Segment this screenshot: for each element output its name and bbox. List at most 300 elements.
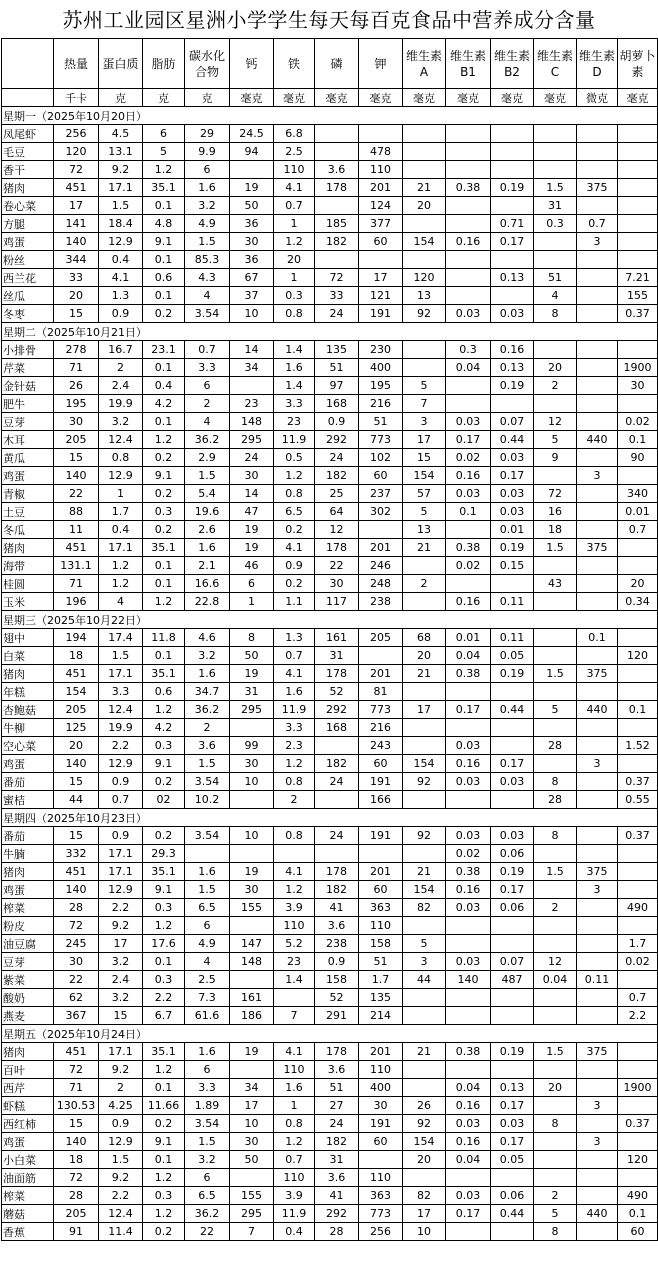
nutrient-value: 0.9 xyxy=(274,557,315,575)
food-row xyxy=(2,251,658,269)
nutrient-value: 3 xyxy=(577,755,618,773)
nutrient-value xyxy=(446,791,491,809)
nutrient-value: 72 xyxy=(315,269,359,287)
nutrient-value xyxy=(577,827,618,845)
nutrient-value: 0.01 xyxy=(446,629,491,647)
units-row xyxy=(2,89,658,107)
nutrient-value: 0.07 xyxy=(491,953,534,971)
nutrient-value: 245 xyxy=(54,935,99,953)
nutrient-value xyxy=(446,251,491,269)
nutrient-value: 16.7 xyxy=(99,341,143,359)
nutrient-value: 4.3 xyxy=(185,269,230,287)
nutrient-value: 9.1 xyxy=(143,755,185,773)
nutrient-value xyxy=(577,683,618,701)
nutrient-value: 1.2 xyxy=(143,161,185,179)
nutrient-value: 36.2 xyxy=(185,1205,230,1223)
nutrient-value: 0.37 xyxy=(618,1115,658,1133)
nutrient-value xyxy=(185,845,230,863)
nutrient-value xyxy=(577,845,618,863)
nutrient-value: 71 xyxy=(54,575,99,593)
nutrient-value: 92 xyxy=(403,1115,446,1133)
food-name: 番茄 xyxy=(2,827,54,845)
nutrient-value: 1.2 xyxy=(274,1133,315,1151)
nutrient-value: 12 xyxy=(534,953,577,971)
nutrient-value: 10 xyxy=(230,1115,274,1133)
nutrient-value: 191 xyxy=(359,1115,403,1133)
nutrient-value: 3 xyxy=(577,467,618,485)
nutrient-value: 0.04 xyxy=(446,359,491,377)
food-name: 粉丝 xyxy=(2,251,54,269)
food-name: 西芹 xyxy=(2,1079,54,1097)
nutrient-value: 0.8 xyxy=(274,485,315,503)
nutrient-value: 0.05 xyxy=(491,1151,534,1169)
food-row xyxy=(2,179,658,197)
food-row xyxy=(2,827,658,845)
nutrient-value: 15 xyxy=(54,305,99,323)
food-row xyxy=(2,953,658,971)
nutrient-value: 0.1 xyxy=(143,287,185,305)
nutrient-value: 131.1 xyxy=(54,557,99,575)
nutrient-value: 1.6 xyxy=(274,683,315,701)
nutrient-value xyxy=(403,989,446,1007)
nutrient-value xyxy=(534,467,577,485)
nutrient-value: 185 xyxy=(315,215,359,233)
nutrient-value: 1 xyxy=(230,593,274,611)
nutrient-value xyxy=(577,593,618,611)
nutrient-value xyxy=(618,215,658,233)
food-row xyxy=(2,971,658,989)
unit-cell: 克 xyxy=(99,89,143,107)
nutrient-value xyxy=(359,251,403,269)
nutrient-value xyxy=(577,719,618,737)
nutrient-value: 0.17 xyxy=(491,755,534,773)
nutrient-value: 2.2 xyxy=(99,899,143,917)
nutrient-value: 60 xyxy=(359,881,403,899)
nutrient-value: 140 xyxy=(54,233,99,251)
nutrient-value: 216 xyxy=(359,395,403,413)
nutrient-value: 0.9 xyxy=(99,1115,143,1133)
nutrient-value: 0.38 xyxy=(446,539,491,557)
nutrient-value: 0.2 xyxy=(143,305,185,323)
nutrient-value: 0.02 xyxy=(446,557,491,575)
nutrient-value xyxy=(618,1133,658,1151)
nutrient-value: 0.8 xyxy=(274,305,315,323)
nutrient-value xyxy=(618,125,658,143)
nutrient-value: 1.6 xyxy=(185,179,230,197)
nutrient-value: 237 xyxy=(359,485,403,503)
nutrient-value: 168 xyxy=(315,395,359,413)
nutrient-value: 0.38 xyxy=(446,179,491,197)
nutrient-value: 34 xyxy=(230,359,274,377)
nutrient-value xyxy=(446,521,491,539)
nutrient-value: 30 xyxy=(230,1133,274,1151)
nutrient-value: 21 xyxy=(403,179,446,197)
nutrient-value: 400 xyxy=(359,1079,403,1097)
nutrient-value: 1.2 xyxy=(143,917,185,935)
nutrient-value xyxy=(403,845,446,863)
unit-cell: 毫克 xyxy=(315,89,359,107)
food-row xyxy=(2,557,658,575)
nutrient-value: 178 xyxy=(315,665,359,683)
nutrient-value: 0.15 xyxy=(491,557,534,575)
nutrient-value: 3.2 xyxy=(185,647,230,665)
nutrient-value xyxy=(359,1151,403,1169)
nutrient-value: 0.03 xyxy=(491,485,534,503)
nutrient-value: 191 xyxy=(359,827,403,845)
nutrient-value xyxy=(534,917,577,935)
column-header: 磷 xyxy=(315,39,359,89)
food-name: 玉米 xyxy=(2,593,54,611)
nutrient-value: 135 xyxy=(359,989,403,1007)
nutrient-value: 1.2 xyxy=(143,593,185,611)
nutrient-value: 487 xyxy=(491,971,534,989)
nutrient-value: 33 xyxy=(315,287,359,305)
nutrient-value: 201 xyxy=(359,539,403,557)
nutrient-value xyxy=(491,251,534,269)
nutrient-value: 35.1 xyxy=(143,1043,185,1061)
nutrient-value: 4.1 xyxy=(274,1043,315,1061)
nutrient-value xyxy=(618,1061,658,1079)
nutrient-value: 0.7 xyxy=(274,647,315,665)
food-name: 西红柿 xyxy=(2,1115,54,1133)
nutrient-value: 186 xyxy=(230,1007,274,1025)
nutrient-value: 1 xyxy=(274,215,315,233)
nutrient-value xyxy=(618,251,658,269)
nutrient-value xyxy=(577,1151,618,1169)
nutrient-value: 0.16 xyxy=(446,467,491,485)
nutrient-value: 6.7 xyxy=(143,1007,185,1025)
nutrient-value xyxy=(491,1223,534,1241)
nutrient-value: 0.03 xyxy=(491,503,534,521)
nutrient-value xyxy=(534,395,577,413)
nutrient-value: 0.03 xyxy=(446,899,491,917)
nutrient-value: 0.03 xyxy=(446,485,491,503)
nutrient-value: 15 xyxy=(54,827,99,845)
nutrient-value: 0.16 xyxy=(446,1097,491,1115)
nutrient-value: 1.5 xyxy=(185,881,230,899)
nutrient-value: 6 xyxy=(185,917,230,935)
nutrient-value: 0.44 xyxy=(491,701,534,719)
nutrient-value: 0.03 xyxy=(446,827,491,845)
nutrient-value: 0.17 xyxy=(491,1133,534,1151)
nutrient-value: 6 xyxy=(185,161,230,179)
nutrient-value: 0.37 xyxy=(618,827,658,845)
nutrient-value xyxy=(577,575,618,593)
nutrient-value: 0.16 xyxy=(446,881,491,899)
nutrient-value: 12.9 xyxy=(99,881,143,899)
nutrient-value: 21 xyxy=(403,539,446,557)
food-row xyxy=(2,1061,658,1079)
nutrient-value: 161 xyxy=(230,989,274,1007)
nutrient-value: 0.19 xyxy=(491,539,534,557)
nutrient-value: 243 xyxy=(359,737,403,755)
nutrient-value xyxy=(403,719,446,737)
column-header: 维生素D xyxy=(577,39,618,89)
nutrient-value: 130.53 xyxy=(54,1097,99,1115)
nutrient-value: 1.2 xyxy=(99,557,143,575)
nutrient-value: 0.13 xyxy=(491,1079,534,1097)
nutrient-value: 60 xyxy=(359,755,403,773)
nutrient-value: 205 xyxy=(54,701,99,719)
nutrient-value: 17.4 xyxy=(99,629,143,647)
nutrient-value: 36 xyxy=(230,215,274,233)
nutrient-value: 0.03 xyxy=(446,773,491,791)
food-row xyxy=(2,881,658,899)
nutrient-value xyxy=(618,1169,658,1187)
nutrient-value xyxy=(403,251,446,269)
nutrient-value: 178 xyxy=(315,179,359,197)
nutrient-value: 110 xyxy=(359,1169,403,1187)
nutrient-value: 22 xyxy=(185,1223,230,1241)
food-name: 蜜桔 xyxy=(2,791,54,809)
nutrient-value: 0.1 xyxy=(577,629,618,647)
nutrient-value: 12 xyxy=(534,413,577,431)
food-row xyxy=(2,125,658,143)
food-row xyxy=(2,287,658,305)
nutrient-value: 0.71 xyxy=(491,215,534,233)
nutrient-value: 0.01 xyxy=(491,521,534,539)
nutrient-value: 3.6 xyxy=(315,1169,359,1187)
food-name: 冬枣 xyxy=(2,305,54,323)
nutrient-value: 9.2 xyxy=(99,1169,143,1187)
nutrient-value: 182 xyxy=(315,755,359,773)
nutrient-value: 0.1 xyxy=(143,359,185,377)
food-name: 丝瓜 xyxy=(2,287,54,305)
nutrient-value xyxy=(230,719,274,737)
nutrient-value: 2 xyxy=(185,395,230,413)
nutrient-value: 0.03 xyxy=(446,953,491,971)
nutrient-value: 10 xyxy=(403,1223,446,1241)
nutrient-value: 51 xyxy=(534,269,577,287)
nutrient-value xyxy=(618,197,658,215)
nutrient-value: 256 xyxy=(359,1223,403,1241)
nutrient-value xyxy=(446,161,491,179)
nutrient-value: 182 xyxy=(315,881,359,899)
nutrient-value xyxy=(577,521,618,539)
nutrient-value xyxy=(491,125,534,143)
nutrient-value: 0.16 xyxy=(446,593,491,611)
food-row xyxy=(2,863,658,881)
nutrient-value: 0.03 xyxy=(446,305,491,323)
nutrient-value xyxy=(618,755,658,773)
nutrient-value: 19 xyxy=(230,665,274,683)
food-name: 油面筋 xyxy=(2,1169,54,1187)
nutrient-value: 1.1 xyxy=(274,593,315,611)
nutrient-value: 30 xyxy=(618,377,658,395)
column-header: 碳水化合物 xyxy=(185,39,230,89)
food-row xyxy=(2,449,658,467)
nutrient-value: 292 xyxy=(315,701,359,719)
nutrient-value xyxy=(403,917,446,935)
nutrient-value: 195 xyxy=(359,377,403,395)
nutrient-value: 154 xyxy=(403,1133,446,1151)
nutrient-value: 110 xyxy=(359,1061,403,1079)
nutrient-value: 24.5 xyxy=(230,125,274,143)
unit-cell: 毫克 xyxy=(403,89,446,107)
nutrient-value: 0.7 xyxy=(274,197,315,215)
nutrient-value xyxy=(577,251,618,269)
nutrient-value xyxy=(315,125,359,143)
nutrient-value: 440 xyxy=(577,701,618,719)
nutrient-value xyxy=(534,125,577,143)
food-row xyxy=(2,665,658,683)
food-name: 青椒 xyxy=(2,485,54,503)
nutrient-value: 205 xyxy=(359,629,403,647)
nutrient-value: 1.6 xyxy=(274,359,315,377)
nutrient-value: 363 xyxy=(359,899,403,917)
nutrient-value xyxy=(534,161,577,179)
nutrient-value: 0.9 xyxy=(315,953,359,971)
nutrient-value: 19 xyxy=(230,863,274,881)
nutrient-value xyxy=(403,791,446,809)
nutrient-value: 1.7 xyxy=(359,971,403,989)
nutrient-value: 2.4 xyxy=(99,971,143,989)
food-row xyxy=(2,701,658,719)
nutrient-value: 0.55 xyxy=(618,791,658,809)
nutrient-value: 9.1 xyxy=(143,467,185,485)
nutrient-value xyxy=(359,125,403,143)
nutrient-value xyxy=(230,161,274,179)
nutrient-value: 178 xyxy=(315,539,359,557)
nutrient-value: 82 xyxy=(403,899,446,917)
nutrient-value: 0.16 xyxy=(491,341,534,359)
nutrient-value: 201 xyxy=(359,1043,403,1061)
nutrient-value: 0.9 xyxy=(99,827,143,845)
nutrient-value xyxy=(534,647,577,665)
food-row xyxy=(2,575,658,593)
nutrient-value: 0.03 xyxy=(491,449,534,467)
nutrient-value: 2 xyxy=(185,719,230,737)
nutrient-value: 17 xyxy=(403,1205,446,1223)
nutrient-value: 0.6 xyxy=(143,269,185,287)
nutrient-value: 4.8 xyxy=(143,215,185,233)
nutrient-value: 148 xyxy=(230,953,274,971)
nutrient-value xyxy=(534,143,577,161)
nutrient-value: 135 xyxy=(315,341,359,359)
nutrient-value: 0.8 xyxy=(274,773,315,791)
nutrient-value xyxy=(618,557,658,575)
food-row xyxy=(2,1187,658,1205)
nutrient-value: 1.5 xyxy=(185,233,230,251)
nutrient-value: 1.2 xyxy=(143,1205,185,1223)
nutrient-value: 88 xyxy=(54,503,99,521)
food-name: 小排骨 xyxy=(2,341,54,359)
nutrient-value: 7 xyxy=(403,395,446,413)
nutrient-value: 19 xyxy=(230,179,274,197)
nutrient-value: 0.02 xyxy=(446,449,491,467)
nutrient-value: 35.1 xyxy=(143,539,185,557)
nutrient-value: 12.9 xyxy=(99,1133,143,1151)
nutrient-value: 51 xyxy=(315,359,359,377)
nutrient-value: 0.17 xyxy=(491,467,534,485)
nutrient-value: 205 xyxy=(54,1205,99,1223)
nutrient-value: 148 xyxy=(230,413,274,431)
food-row xyxy=(2,431,658,449)
nutrient-value: 12.4 xyxy=(99,701,143,719)
nutrient-value: 3.2 xyxy=(99,989,143,1007)
nutrient-value: 5.2 xyxy=(274,935,315,953)
nutrient-value xyxy=(491,683,534,701)
nutrient-value xyxy=(315,845,359,863)
nutrient-value: 1.6 xyxy=(185,863,230,881)
food-row xyxy=(2,377,658,395)
food-name: 毛豆 xyxy=(2,143,54,161)
nutrient-value: 0.01 xyxy=(618,503,658,521)
nutrient-value xyxy=(577,485,618,503)
unit-cell xyxy=(2,89,54,107)
nutrient-value: 0.02 xyxy=(618,953,658,971)
nutrient-value xyxy=(618,341,658,359)
nutrient-value: 1 xyxy=(274,269,315,287)
nutrient-value: 0.4 xyxy=(274,1223,315,1241)
column-header: 维生素A xyxy=(403,39,446,89)
nutrient-value: 1.3 xyxy=(99,287,143,305)
nutrient-value: 3.3 xyxy=(185,1079,230,1097)
nutrient-value: 0.03 xyxy=(491,305,534,323)
nutrient-value: 5 xyxy=(534,701,577,719)
nutrient-value: 3.6 xyxy=(315,1061,359,1079)
nutrient-value xyxy=(446,125,491,143)
nutrient-value xyxy=(491,143,534,161)
nutrient-value: 451 xyxy=(54,863,99,881)
nutrient-value: 4.9 xyxy=(185,215,230,233)
nutrient-value: 291 xyxy=(315,1007,359,1025)
nutrient-value: 9.2 xyxy=(99,161,143,179)
nutrient-value xyxy=(577,989,618,1007)
nutrient-value: 23 xyxy=(274,413,315,431)
nutrient-value: 0.04 xyxy=(446,647,491,665)
nutrient-value: 2 xyxy=(274,791,315,809)
food-name: 榨菜 xyxy=(2,899,54,917)
food-row xyxy=(2,791,658,809)
nutrient-value: 6 xyxy=(185,1169,230,1187)
nutrient-value: 3.2 xyxy=(185,1151,230,1169)
nutrient-value: 0.3 xyxy=(534,215,577,233)
nutrient-value: 120 xyxy=(54,143,99,161)
food-row xyxy=(2,359,658,377)
nutrient-value: 20 xyxy=(618,575,658,593)
nutrient-value: 27 xyxy=(315,1097,359,1115)
nutrient-value: 10.2 xyxy=(185,791,230,809)
food-name: 鸡蛋 xyxy=(2,755,54,773)
nutrient-value: 440 xyxy=(577,1205,618,1223)
nutrient-value: 15 xyxy=(54,773,99,791)
nutrient-value: 0.2 xyxy=(143,827,185,845)
food-name: 香蕉 xyxy=(2,1223,54,1241)
nutrient-value: 0.2 xyxy=(143,1223,185,1241)
nutrient-value xyxy=(446,575,491,593)
nutrient-value xyxy=(491,989,534,1007)
nutrient-value: 0.04 xyxy=(534,971,577,989)
nutrient-value xyxy=(403,143,446,161)
food-name: 牛腩 xyxy=(2,845,54,863)
nutrient-value: 60 xyxy=(359,467,403,485)
nutrient-value: 2 xyxy=(534,1187,577,1205)
day-header-row xyxy=(2,809,658,827)
nutrient-value xyxy=(403,125,446,143)
nutrient-value: 0.19 xyxy=(491,1043,534,1061)
nutrient-value: 1.5 xyxy=(534,1043,577,1061)
nutrient-value: 60 xyxy=(618,1223,658,1241)
day-label: 星期三（2025年10月22日） xyxy=(2,611,658,629)
nutrient-value: 5 xyxy=(403,503,446,521)
nutrient-value xyxy=(315,737,359,755)
nutrient-value: 1.2 xyxy=(274,467,315,485)
nutrient-value: 68 xyxy=(403,629,446,647)
unit-cell: 千卡 xyxy=(54,89,99,107)
food-row xyxy=(2,197,658,215)
nutrient-value: 9.1 xyxy=(143,233,185,251)
